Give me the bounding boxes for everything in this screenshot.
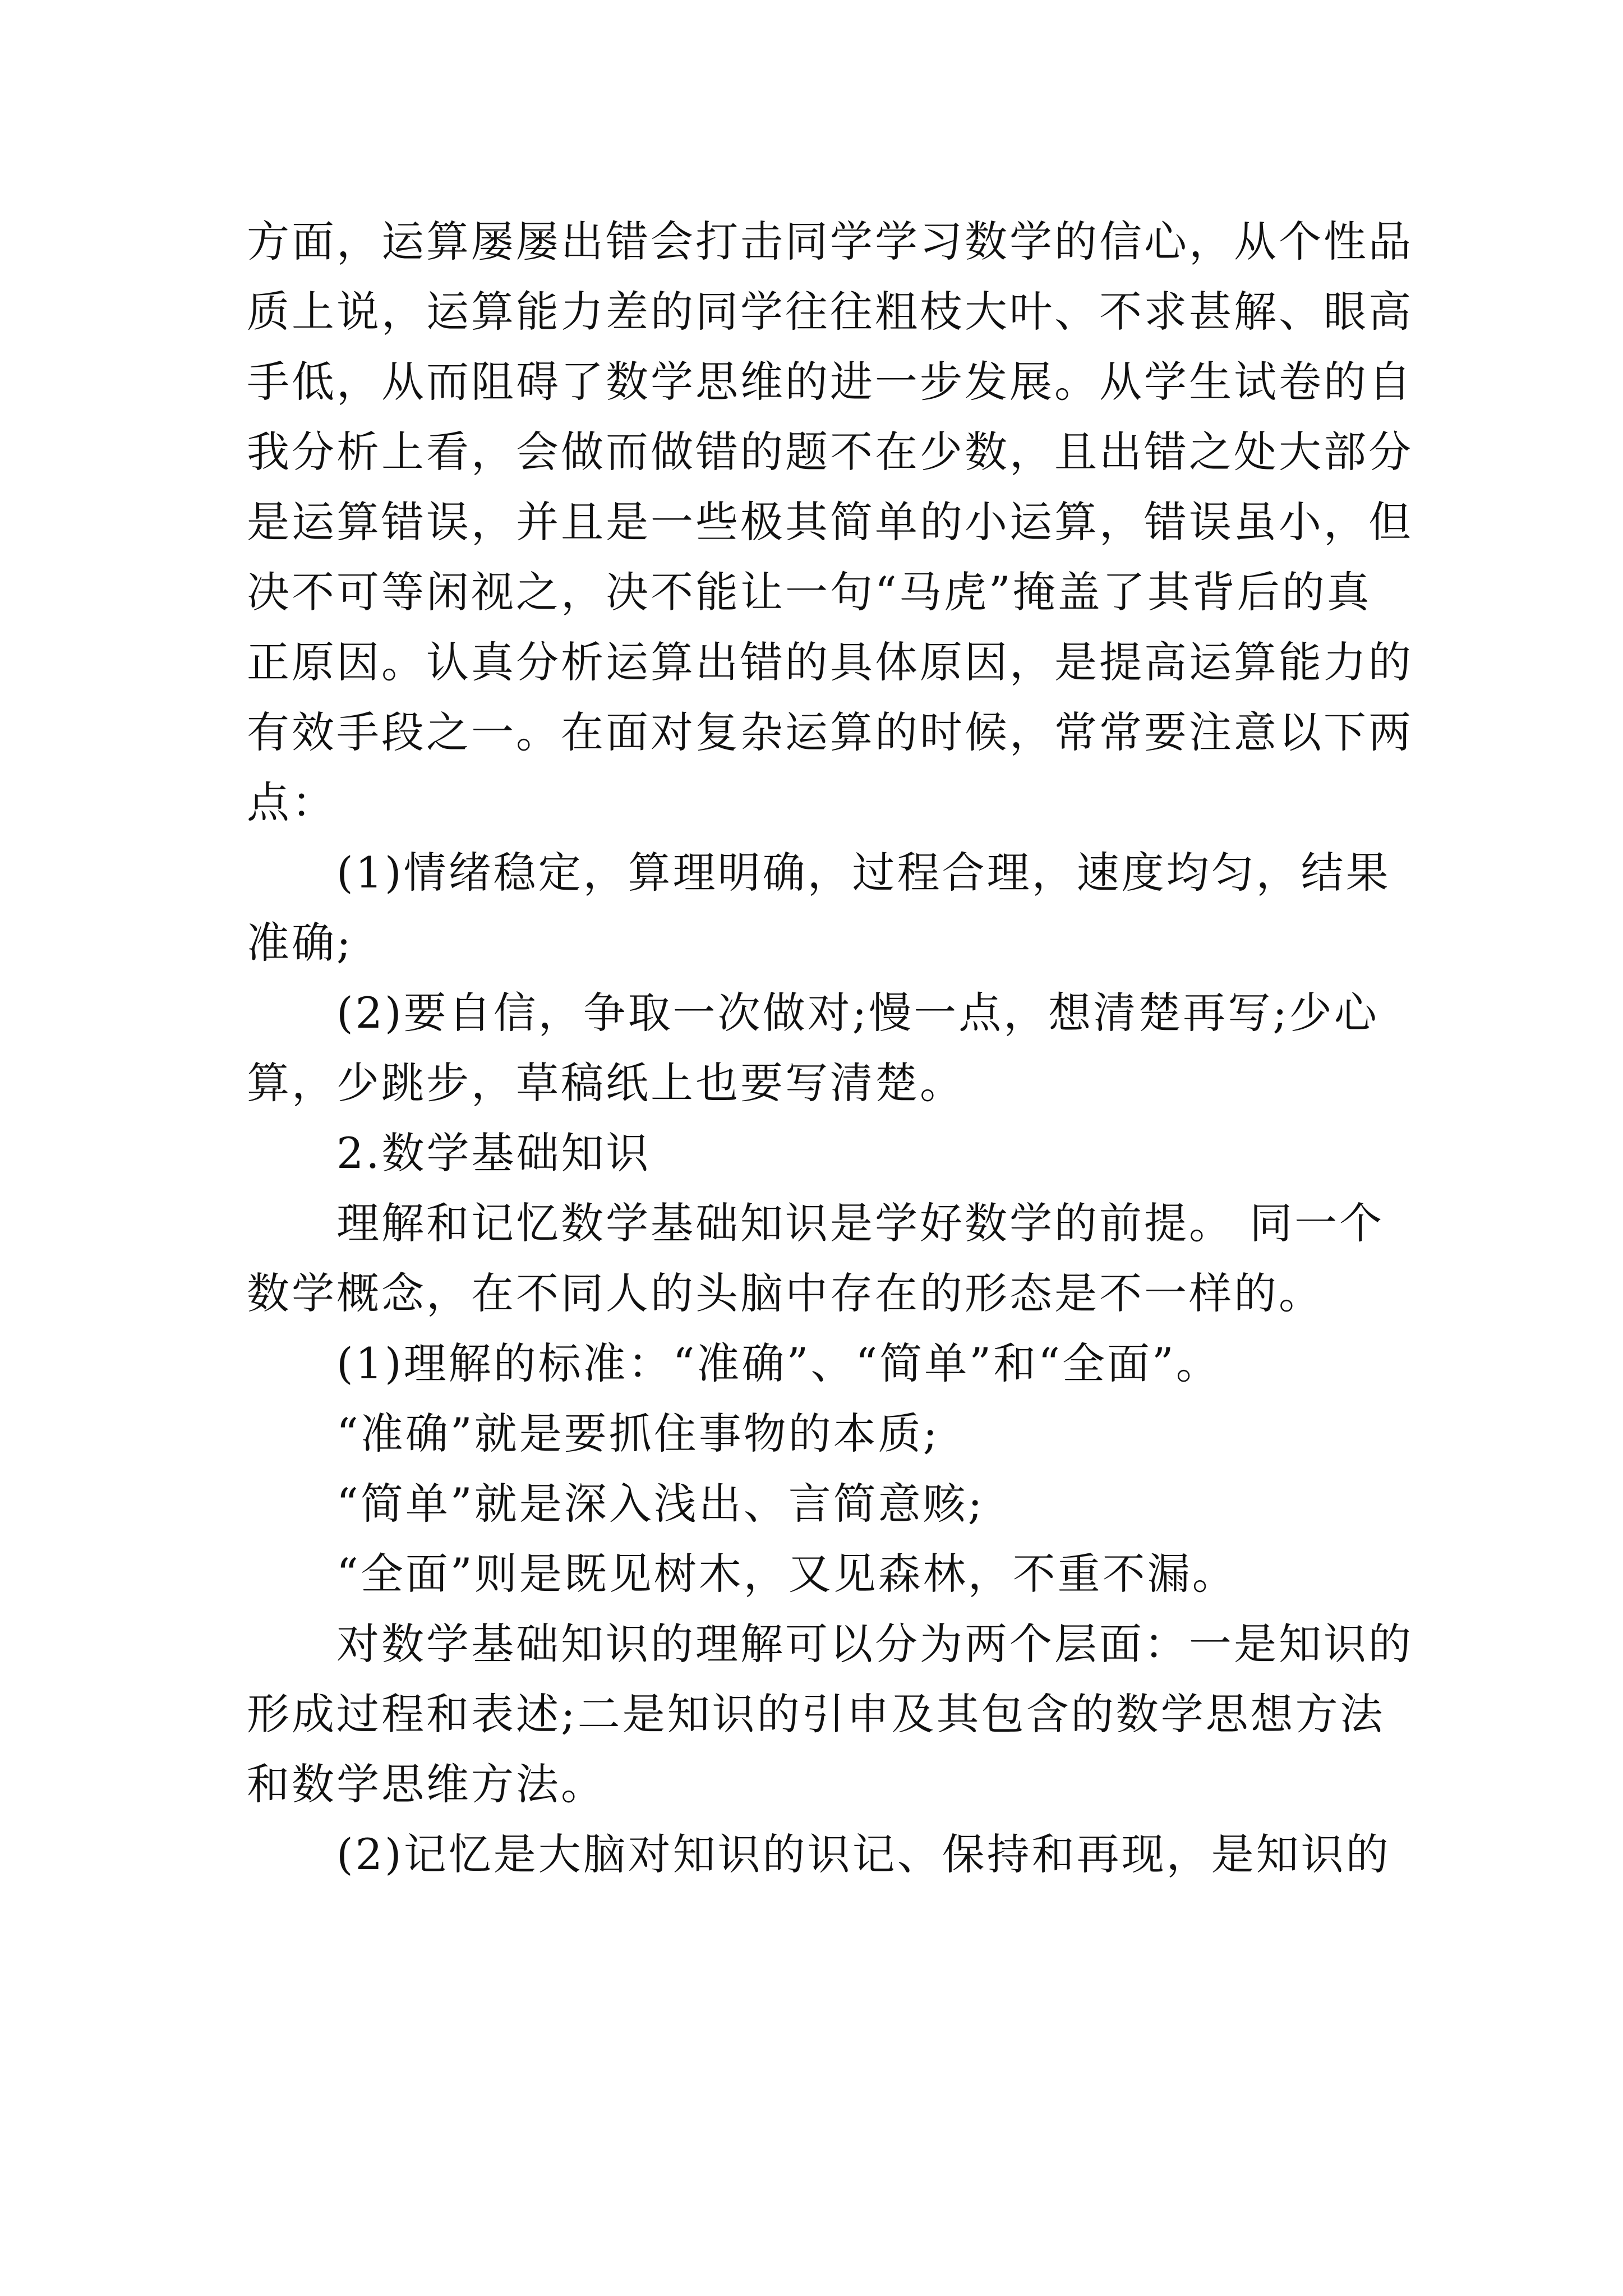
text-line: (1)理解的标准：“准确”、“简单”和“全面”。 [336,1338,1221,1388]
text-line: 质上说，运算能力差的同学往往粗枝大叶、不求甚解、眼高 [247,287,1413,337]
text-line: 点： [247,777,336,827]
text-line: 算，少跳步，草稿纸上也要写清楚。 [247,1058,965,1108]
paragraph-simple [247,1469,1391,1539]
text-line: (1)情绪稳定，算理明确，过程合理，速度均匀，结果 [336,848,1391,898]
paragraph-point-1 [247,838,1391,978]
text-line: 准确; [247,918,353,968]
paragraph-accurate [247,1398,1391,1469]
text-line: 理解和记忆数学基础知识是学好数学的前提。 同一个 [336,1198,1385,1248]
paragraph-understanding-standard [247,1328,1391,1398]
text-line: 正原因。认真分析运算出错的具体原因，是提高运算能力的 [247,637,1413,687]
text-line: 对数学基础知识的理解可以分为两个层面：一是知识的 [336,1619,1413,1669]
text-line: (2)记忆是大脑对知识的识记、保持和再现，是知识的 [336,1829,1391,1879]
paragraph-point-2 [247,978,1391,1118]
text-line: 方面，运算屡屡出错会打击同学学习数学的信心，从个性品 [247,217,1413,266]
text-line: 我分析上看，会做而做错的题不在少数，且出错之处大部分 [247,427,1413,477]
paragraph-continuation [247,206,1413,838]
text-line: 有效手段之一。在面对复杂运算的时候，常常要注意以下两 [247,707,1413,757]
text-line: (2)要自信，争取一次做对;慢一点，想清楚再写;少心 [336,988,1379,1038]
text-line: 和数学思维方法。 [247,1759,606,1809]
text-line: “简单”就是深入浅出、言简意赅; [336,1479,985,1529]
section-heading [247,1118,1391,1188]
paragraph-two-levels [247,1609,1413,1819]
text-line: 是运算错误，并且是一些极其简单的小运算，错误虽小，但 [247,497,1413,547]
text-line: 决不可等闲视之，决不能让一句“马虎”掩盖了其背后的真 [247,567,1372,617]
text-line: 数学概念，在不同人的头脑中存在的形态是不一样的。 [247,1268,1324,1318]
text-line: “全面”则是既见树木，又见森林，不重不漏。 [336,1549,1237,1599]
text-line: 形成过程和表述;二是知识的引申及其包含的数学思想方法 [247,1689,1385,1739]
text-line: “准确”就是要抓住事物的本质; [336,1409,940,1458]
heading-text: 2.数学基础知识 [336,1128,651,1178]
paragraph-memory [247,1819,1391,1889]
paragraph-basic-knowledge-intro [247,1188,1391,1328]
paragraph-comprehensive [247,1539,1391,1609]
text-line: 手低，从而阻碍了数学思维的进一步发展。从学生试卷的自 [247,357,1413,407]
document-body [247,206,1413,1889]
